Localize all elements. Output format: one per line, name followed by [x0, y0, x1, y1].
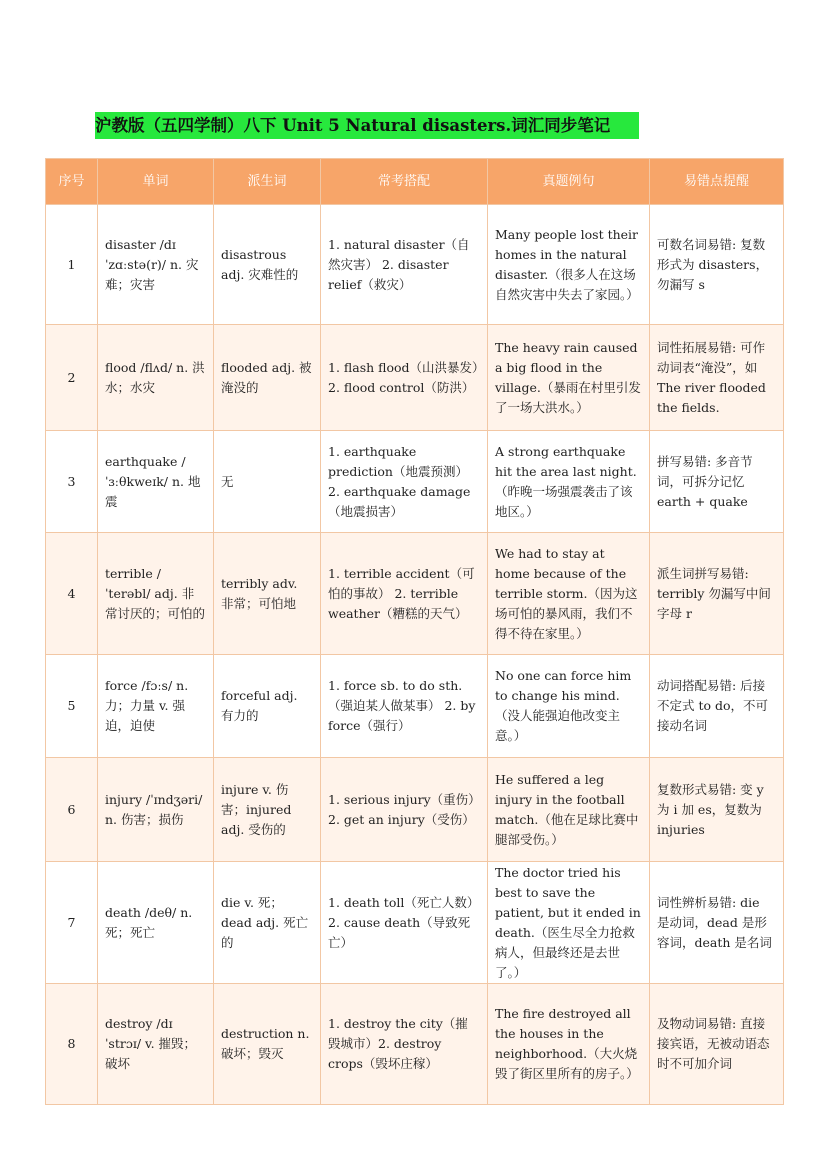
row-collocation: 1. flash flood（山洪暴发）2. flood control（防洪）	[321, 325, 488, 431]
row-example: Many people lost their homes in the natural disaster.（很多人在这场自然灾害中失去了家园。）	[488, 205, 650, 325]
row-tip: 拼写易错: 多音节词，可拆分记忆 earth + quake	[650, 431, 784, 533]
row-example: A strong earthquake hit the area last night.（昨晚一场强震袭击了该地区。）	[488, 431, 650, 533]
row-derived: disastrous adj. 灾难性的	[214, 205, 321, 325]
row-word: destroy /dɪˈstrɔɪ/ v. 摧毁；破坏	[98, 984, 214, 1105]
header-example: 真题例句	[488, 159, 650, 205]
row-example: The doctor tried his best to save the patient, but it ended in death.（医生尽全力抢救病人，但最终还是去世了。）	[488, 862, 650, 984]
header-derived: 派生词	[214, 159, 321, 205]
row-tip: 派生词拼写易错: terribly 勿漏写中间字母 r	[650, 533, 784, 655]
header-index: 序号	[46, 159, 98, 205]
document-title: 沪教版（五四学制）八下 Unit 5 Natural disasters.词汇同步笔记	[95, 112, 639, 139]
row-collocation: 1. serious injury（重伤）2. get an injury（受伤）	[321, 758, 488, 862]
row-index: 3	[46, 431, 98, 533]
row-derived: 无	[214, 431, 321, 533]
row-tip: 可数名词易错: 复数形式为 disasters，勿漏写 s	[650, 205, 784, 325]
row-index: 6	[46, 758, 98, 862]
row-example: The fire destroyed all the houses in the neighborhood.（大火烧毁了街区里所有的房子。）	[488, 984, 650, 1105]
table-row	[46, 533, 784, 655]
table-row	[46, 655, 784, 758]
row-example: We had to stay at home because of the terrible storm.（因为这场可怕的暴风雨，我们不得不待在家里。）	[488, 533, 650, 655]
row-tip: 词性拓展易错: 可作动词表“淹没”，如 The river flooded the fields.	[650, 325, 784, 431]
row-word: earthquake /ˈɜːθkweɪk/ n. 地震	[98, 431, 214, 533]
vocabulary-table	[45, 158, 784, 1105]
row-index: 2	[46, 325, 98, 431]
row-tip: 词性辨析易错: die 是动词，dead 是形容词，death 是名词	[650, 862, 784, 984]
table-row	[46, 431, 784, 533]
row-collocation: 1. destroy the city（摧毁城市）2. destroy crops（毁坏庄稼）	[321, 984, 488, 1105]
row-example: He suffered a leg injury in the football match.（他在足球比赛中腿部受伤。）	[488, 758, 650, 862]
table-header-row	[46, 159, 784, 205]
table-row	[46, 205, 784, 325]
row-collocation: 1. earthquake prediction（地震预测） 2. earthquake damage（地震损害）	[321, 431, 488, 533]
row-word: flood /flʌd/ n. 洪水；水灾	[98, 325, 214, 431]
row-derived: injure v. 伤害；injured adj. 受伤的	[214, 758, 321, 862]
row-collocation: 1. death toll（死亡人数）2. cause death（导致死亡）	[321, 862, 488, 984]
row-derived: destruction n. 破坏；毁灭	[214, 984, 321, 1105]
row-index: 4	[46, 533, 98, 655]
row-derived: die v. 死；dead adj. 死亡的	[214, 862, 321, 984]
header-word: 单词	[98, 159, 214, 205]
header-collocation: 常考搭配	[321, 159, 488, 205]
row-collocation: 1. terrible accident（可怕的事故） 2. terrible weather（糟糕的天气）	[321, 533, 488, 655]
row-example: The heavy rain caused a big flood in the village.（暴雨在村里引发了一场大洪水。）	[488, 325, 650, 431]
row-word: disaster /dɪˈzɑːstə(r)/ n. 灾难；灾害	[98, 205, 214, 325]
row-index: 5	[46, 655, 98, 758]
row-tip: 动词搭配易错: 后接不定式 to do，不可接动名词	[650, 655, 784, 758]
row-word: terrible /ˈterəbl/ adj. 非常讨厌的；可怕的	[98, 533, 214, 655]
row-derived: terribly adv. 非常；可怕地	[214, 533, 321, 655]
row-derived: flooded adj. 被淹没的	[214, 325, 321, 431]
row-derived: forceful adj. 有力的	[214, 655, 321, 758]
table-row	[46, 862, 784, 984]
table-row	[46, 984, 784, 1105]
row-word: death /deθ/ n. 死；死亡	[98, 862, 214, 984]
table-row	[46, 325, 784, 431]
row-word: injury /ˈɪndʒəri/ n. 伤害；损伤	[98, 758, 214, 862]
row-example: No one can force him to change his mind.（没人能强迫他改变主意。）	[488, 655, 650, 758]
row-index: 7	[46, 862, 98, 984]
table-row	[46, 758, 784, 862]
row-tip: 及物动词易错: 直接接宾语，无被动语态时不可加介词	[650, 984, 784, 1105]
row-index: 8	[46, 984, 98, 1105]
row-collocation: 1. force sb. to do sth.（强迫某人做某事） 2. by force（强行）	[321, 655, 488, 758]
row-collocation: 1. natural disaster（自然灾害） 2. disaster relief（救灾）	[321, 205, 488, 325]
row-index: 1	[46, 205, 98, 325]
row-tip: 复数形式易错: 变 y 为 i 加 es，复数为 injuries	[650, 758, 784, 862]
row-word: force /fɔːs/ n. 力；力量 v. 强迫，迫使	[98, 655, 214, 758]
header-tip: 易错点提醒	[650, 159, 784, 205]
